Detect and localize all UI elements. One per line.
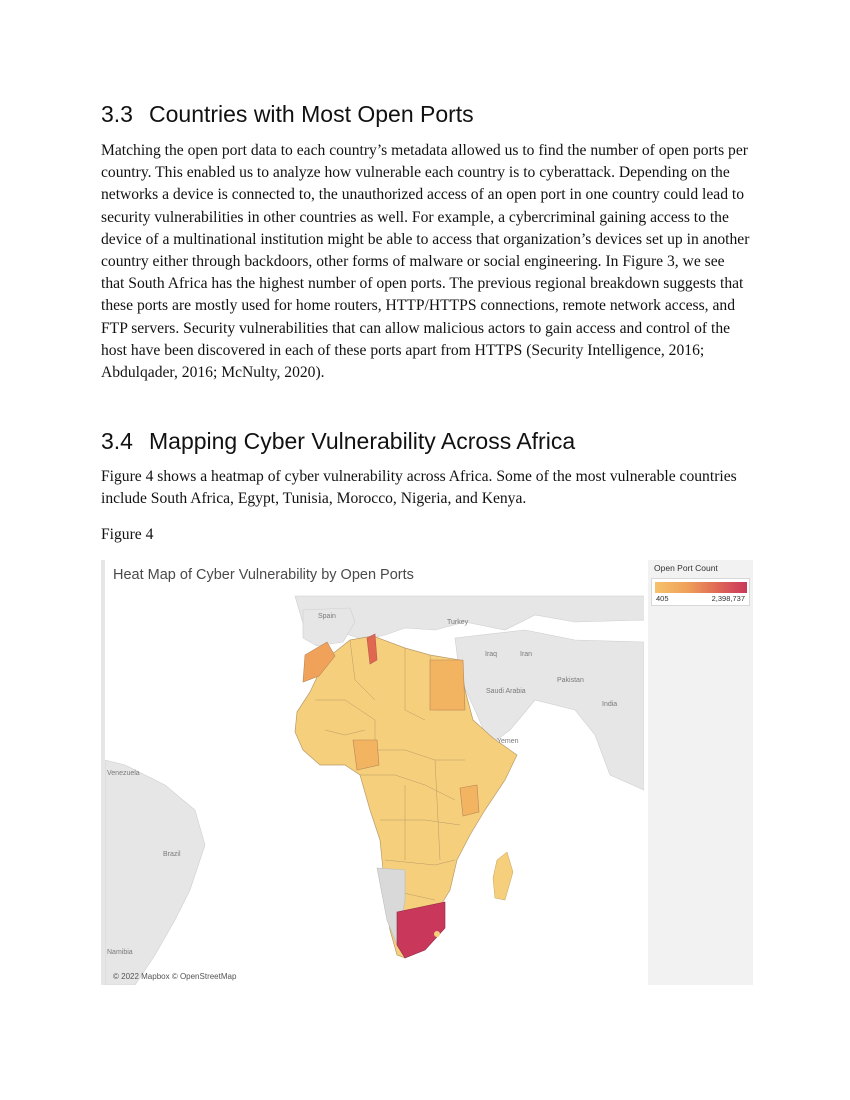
legend-title: Open Port Count [654, 563, 718, 573]
label-brazil: Brazil [163, 851, 181, 858]
lesotho [434, 931, 440, 937]
label-yemen: Yemen [497, 738, 519, 745]
map-panel[interactable] [101, 560, 644, 985]
map-title: Heat Map of Cyber Vulnerability by Open Ports [113, 567, 414, 583]
section-3-4-paragraph: Figure 4 shows a heatmap of cyber vulnerability across Africa. Some of the most vulnerable countries include South Africa, Egypt, Tunisia, Morocco, Nigeria, and Kenya. [101, 468, 737, 508]
kenya [460, 785, 479, 816]
section-heading-3-4 [101, 428, 575, 455]
section-number: 3.3 [101, 101, 133, 127]
legend-color-gradient [655, 582, 747, 593]
label-pakistan: Pakistan [557, 677, 584, 684]
legend-panel [648, 560, 753, 985]
section-number: 3.4 [101, 428, 133, 454]
africa-map [105, 560, 644, 985]
section-heading-3-3 [101, 101, 474, 128]
legend-max-value: 2,398,737 [711, 594, 745, 603]
legend-min-value: 405 [656, 594, 669, 603]
label-turkey: Turkey [447, 619, 469, 626]
label-namibia: Namibia [107, 949, 133, 956]
label-venezuela: Venezuela [107, 770, 140, 777]
section-3-3-paragraph: Matching the open port data to each country’s metadata allowed us to find the number of open ports per country. This enabled us to analyze how vulnerable each country is to cyberattack. Depending on the networks a device is connected to, the unauthorized access of an open port in one country could lead to security vulnerabilities in other countries as well. For example, a cybercriminal gaining access to the device of a multinational institution might be able to access that organization’s devices set up in another country either through backdoors, other forms of malware or social engineering. In Figure 3, we see that South Africa has the highest number of open ports. The previous regional breakdown suggests that these ports are mostly used for home routers, HTTP/HTTPS connections, remote network access, and FTP servers. Security vulnerabilities that can allow malicious actors to gain access and control of the host have been discovered in each of these ports apart from HTTPS (Security Intelligence, 2016; Abdulqader, 2016; McNulty, 2020). [101, 142, 750, 382]
label-iran: Iran [520, 651, 533, 658]
figure-label: Figure 4 [101, 526, 154, 543]
legend-box[interactable] [651, 578, 750, 606]
label-spain: Spain [318, 613, 336, 620]
nigeria [353, 740, 379, 770]
label-india: India [602, 701, 618, 708]
section-title: Countries with Most Open Ports [149, 101, 474, 127]
label-iraq: Iraq [485, 651, 498, 658]
egypt [430, 660, 465, 710]
section-title: Mapping Cyber Vulnerability Across Africa [149, 428, 576, 454]
map-credit[interactable]: © 2022 Mapbox © OpenStreetMap [113, 972, 237, 981]
heatmap-figure [101, 560, 753, 985]
label-saudi-arabia: Saudi Arabia [486, 688, 526, 695]
